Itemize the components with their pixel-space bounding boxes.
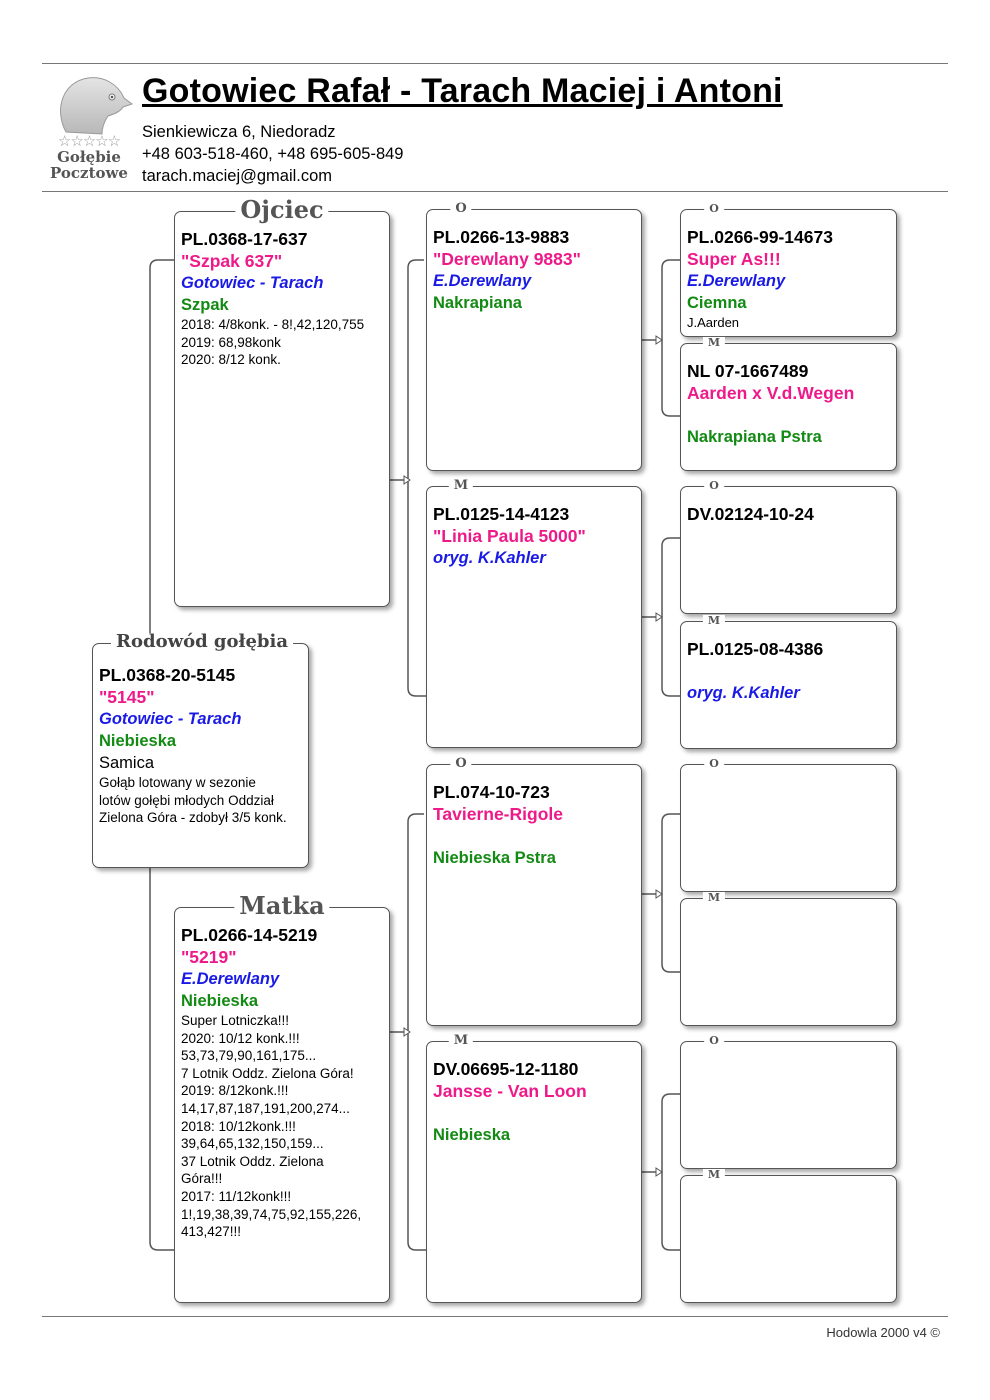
mother-name: "5219" — [181, 947, 237, 967]
mmf-label: O — [704, 1035, 724, 1046]
mf-color: Niebieska Pstra — [433, 849, 556, 867]
ff-card — [426, 209, 642, 471]
fm-breeder: oryg. K.Kahler — [433, 549, 546, 567]
mf-label: O — [450, 757, 471, 770]
mother-ring: PL.0266-14-5219 — [181, 925, 318, 945]
fff-breeder: E.Derewlany — [687, 272, 786, 290]
fm-name: "Linia Paula 5000" — [433, 526, 586, 546]
subject-color: Niebieska — [99, 732, 177, 750]
father-name: "Szpak 637" — [181, 251, 283, 271]
mother-breeder: E.Derewlany — [181, 970, 280, 988]
subject-name: "5145" — [99, 687, 155, 707]
mm-label: M — [449, 1034, 473, 1047]
subject-card — [92, 643, 309, 868]
father-notes: 2018: 4/8konk. - 8!,42,120,755 2019: 68,98konk 2020: 8/12 konk. — [181, 317, 365, 367]
fff-card — [680, 209, 897, 337]
fm-label: M — [449, 479, 473, 492]
logo-text-1: Gołębie — [57, 148, 121, 166]
mfm-label: M — [703, 892, 725, 903]
ff-color: Nakrapiana — [433, 294, 522, 312]
mf-spacer — [433, 825, 635, 847]
breeder-title: Gotowiec Rafał - Tarach Maciej i Antoni — [142, 72, 783, 110]
ff-ring: PL.0266-13-9883 — [433, 227, 570, 247]
subject-sex: Samica — [99, 754, 155, 772]
logo-text-2: Pocztowe — [50, 164, 128, 182]
ff-label: O — [450, 202, 471, 215]
ff-breeder: E.Derewlany — [433, 272, 532, 290]
address: Sienkiewicza 6, Niedoradz — [142, 123, 336, 141]
fmm-breeder: oryg. K.Kahler — [687, 684, 800, 702]
logo-stars: ☆☆☆☆☆ — [57, 133, 121, 150]
footer-text: Hodowla 2000 v4 © — [826, 1325, 940, 1340]
fm-card — [426, 486, 642, 748]
mm-card — [426, 1041, 642, 1303]
father-card — [174, 211, 390, 607]
mmm-label: M — [703, 1169, 725, 1180]
mother-label: Matka — [234, 894, 329, 918]
mff-label: O — [704, 758, 724, 769]
father-color: Szpak — [181, 296, 229, 314]
subject-notes: Gołąb lotowany w sezonie lotów gołębi młodych Oddział Zielona Góra - zdobył 3/5 konk. — [99, 775, 287, 825]
ffm-name: Aarden x V.d.Wegen — [687, 383, 855, 403]
fff-color: Ciemna — [687, 294, 747, 312]
mother-color: Niebieska — [181, 992, 259, 1010]
fmm-ring: PL.0125-08-4386 — [687, 639, 824, 659]
mm-ring: DV.06695-12-1180 — [433, 1059, 579, 1079]
ffm-ring: NL 07-1667489 — [687, 361, 809, 381]
fff-label: O — [704, 203, 724, 214]
ffm-card — [680, 343, 897, 471]
mmf-card — [680, 1041, 897, 1169]
fmf-label: O — [704, 480, 724, 491]
email: tarach.maciej@gmail.com — [142, 167, 333, 185]
mfm-card — [680, 898, 897, 1026]
mf-card — [426, 764, 642, 1026]
ffm-color: Nakrapiana Pstra — [687, 428, 822, 446]
ffm-spacer — [687, 404, 890, 426]
mother-notes: Super Lotniczka!!! 2020: 10/12 konk.!!! 53,73,79,90,161,175... 7 Lotnik Oddz. Zielona Góra! 2019: 8/12konk.!!! 14,17,87,187,191,200,274... 2018: 10/12konk.!!! 39,64,65,132,150,159... 37 Lotnik Oddz. Zielona Góra!!! 2017: 11/12konk!!! 1!,19,38,39,74,75,92,155,226, 413,427!!! — [181, 1013, 362, 1240]
father-breeder: Gotowiec - Tarach — [181, 274, 324, 292]
fff-ring: PL.0266-99-14673 — [687, 227, 833, 247]
ffm-label: M — [703, 337, 725, 348]
mmm-card — [680, 1175, 897, 1303]
subject-label: Rodowód gołębia — [111, 633, 293, 651]
subject-ring: PL.0368-20-5145 — [99, 665, 236, 685]
mm-name: Jansse - Van Loon — [433, 1081, 587, 1101]
fmm-card — [680, 621, 897, 749]
mf-name: Tavierne-Rigole — [433, 804, 563, 824]
father-label: Ojciec — [235, 198, 328, 222]
fmf-ring: DV.02124-10-24 — [687, 504, 814, 524]
phones: +48 603-518-460, +48 695-605-849 — [142, 145, 404, 163]
fff-name: Super As!!! — [687, 249, 781, 269]
mm-spacer — [433, 1102, 635, 1124]
fmm-spacer — [687, 660, 890, 682]
footer-rule — [42, 1316, 948, 1317]
mf-ring: PL.074-10-723 — [433, 782, 550, 802]
subject-breeder: Gotowiec - Tarach — [99, 710, 242, 728]
mff-card — [680, 764, 897, 892]
fmf-card — [680, 486, 897, 614]
mother-card — [174, 907, 390, 1303]
fmm-label: M — [703, 615, 725, 626]
ff-name: "Derewlany 9883" — [433, 249, 581, 269]
fff-notes: J.Aarden — [687, 315, 740, 330]
father-ring: PL.0368-17-637 — [181, 229, 308, 249]
fm-ring: PL.0125-14-4123 — [433, 504, 570, 524]
mm-color: Niebieska — [433, 1126, 511, 1144]
